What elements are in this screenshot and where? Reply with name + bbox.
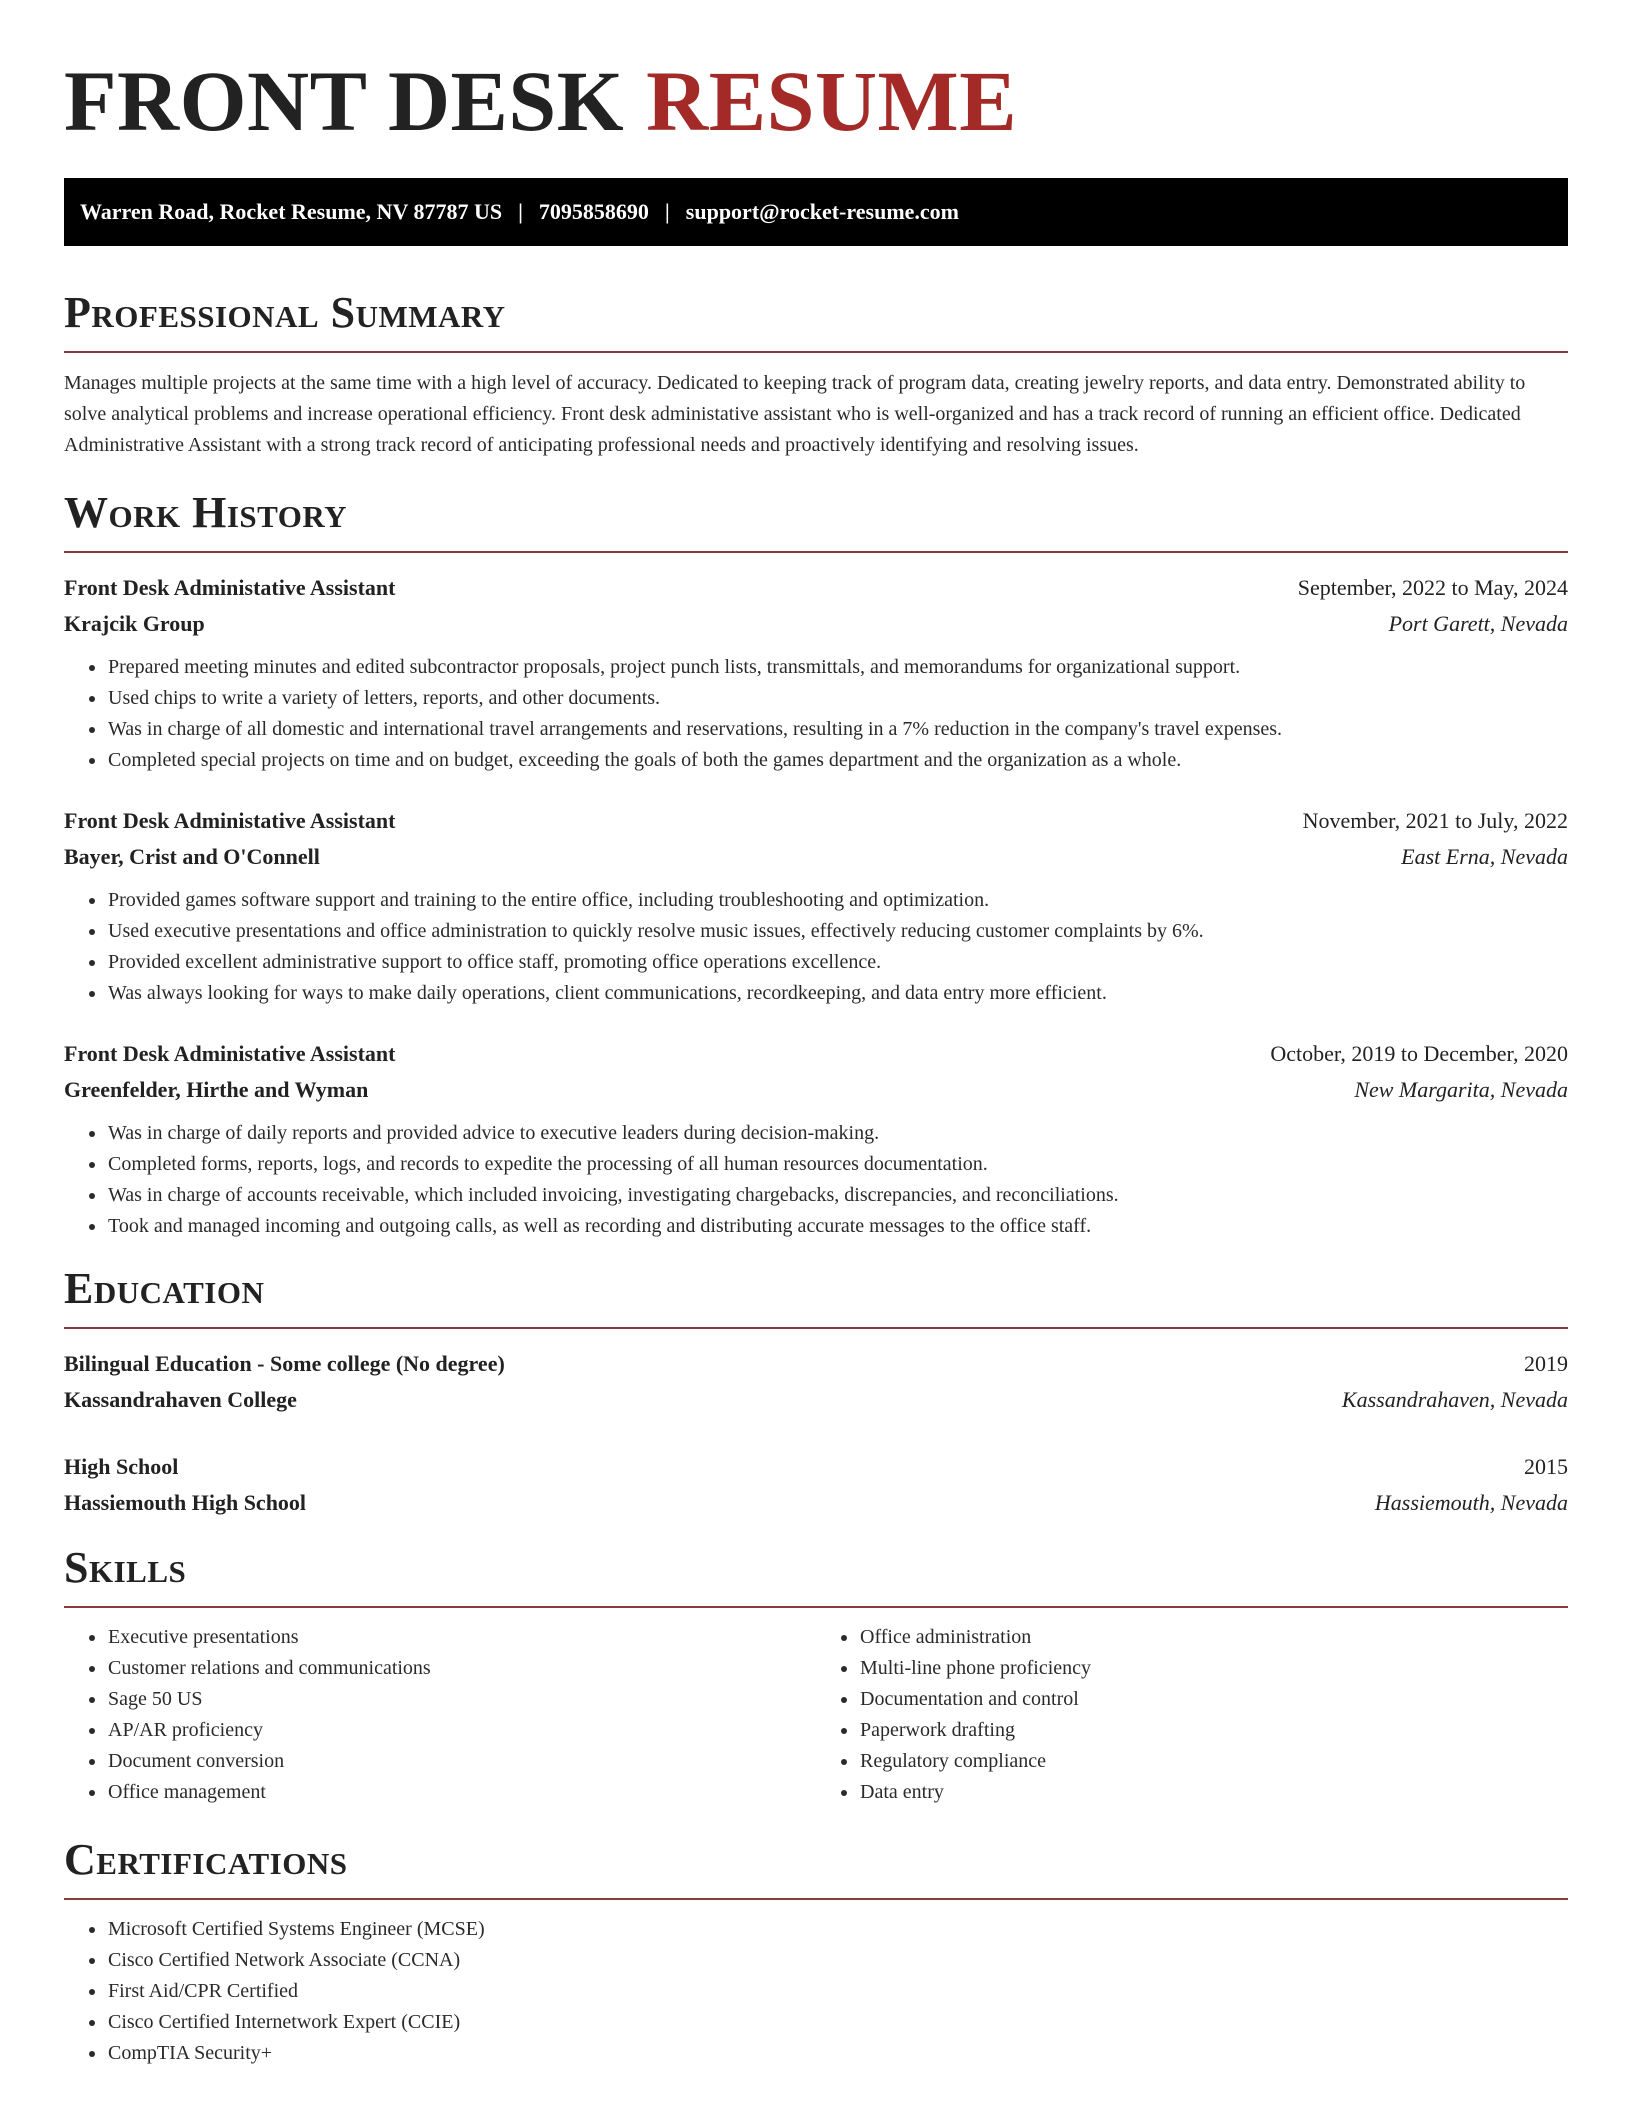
- section-divider: [64, 551, 1568, 553]
- job-bullet: • Used executive presentations and office administration to quickly resolve music issues, effectively reducing customer complaints by 6%.: [107, 916, 1568, 947]
- skill-item: • Data entry: [859, 1777, 1568, 1808]
- job-bullet: • Was in charge of accounts receivable, which included invoicing, investigating chargebacks, discrepancies, and reconciliations.: [107, 1180, 1568, 1211]
- skill-item: • Customer relations and communications: [107, 1653, 816, 1684]
- skill-item: • AP/AR proficiency: [107, 1715, 816, 1746]
- education-header: [64, 1449, 1568, 1485]
- certification-item: • Cisco Certified Network Associate (CCNA): [107, 1945, 1568, 1976]
- contact-separator: |: [518, 199, 523, 224]
- job-entry: [64, 570, 1568, 776]
- job-header: [64, 803, 1568, 839]
- skills-list-right: [816, 1622, 1568, 1808]
- education-degree: Bilingual Education - Some college (No degree): [64, 1351, 505, 1376]
- job-company: Bayer, Crist and O'Connell: [64, 844, 320, 869]
- skills-grid: [64, 1622, 1568, 1808]
- certifications-section: [64, 1835, 1568, 2069]
- job-dates: November, 2021 to July, 2022: [1302, 808, 1568, 833]
- summary-heading: Professional Summary: [64, 288, 506, 337]
- job-title: Front Desk Administative Assistant: [64, 808, 396, 833]
- section-divider: [64, 351, 1568, 353]
- job-bullets: [64, 652, 1568, 776]
- job-subheader: [64, 1072, 1568, 1108]
- job-bullet: • Completed forms, reports, logs, and records to expedite the processing of all human resources documentation.: [107, 1149, 1568, 1180]
- education-year: 2015: [1524, 1454, 1568, 1479]
- work-section: [64, 488, 1568, 1242]
- job-entry: [64, 1036, 1568, 1242]
- education-location: Kassandrahaven, Nevada: [1341, 1387, 1568, 1412]
- certifications-heading: Certifications: [64, 1835, 348, 1884]
- education-entry: [64, 1449, 1568, 1521]
- job-subheader: [64, 839, 1568, 875]
- skills-list-left: [64, 1622, 816, 1808]
- job-location: New Margarita, Nevada: [1354, 1077, 1568, 1102]
- job-bullets: [64, 1118, 1568, 1242]
- skills-heading: Skills: [64, 1543, 187, 1592]
- job-bullet: • Took and managed incoming and outgoing calls, as well as recording and distributing accurate messages to the office staff.: [107, 1211, 1568, 1242]
- skill-item: • Regulatory compliance: [859, 1746, 1568, 1777]
- job-bullet: • Provided excellent administrative support to office staff, promoting office operations excellence.: [107, 947, 1568, 978]
- skill-item: • Documentation and control: [859, 1684, 1568, 1715]
- job-bullet: • Prepared meeting minutes and edited subcontractor proposals, project punch lists, transmittals, and memorandums for organizational support.: [107, 652, 1568, 683]
- job-dates: October, 2019 to December, 2020: [1270, 1041, 1568, 1066]
- job-subheader: [64, 606, 1568, 642]
- education-section: [64, 1264, 1568, 1521]
- education-header: [64, 1346, 1568, 1382]
- skills-section: [64, 1543, 1568, 1808]
- contact-email: support@rocket-resume.com: [685, 199, 959, 224]
- job-title: Front Desk Administative Assistant: [64, 575, 396, 600]
- education-degree: High School: [64, 1454, 179, 1479]
- skill-item: • Sage 50 US: [107, 1684, 816, 1715]
- contact-address: Warren Road, Rocket Resume, NV 87787 US: [80, 199, 503, 224]
- section-divider: [64, 1327, 1568, 1329]
- contact-bar: [64, 178, 1568, 246]
- education-year: 2019: [1524, 1351, 1568, 1376]
- certification-item: • Microsoft Certified Systems Engineer (MCSE): [107, 1914, 1568, 1945]
- resume-title: [64, 0, 1568, 149]
- job-bullet: • Used chips to write a variety of letters, reports, and other documents.: [107, 683, 1568, 714]
- job-header: [64, 570, 1568, 606]
- skill-item: • Paperwork drafting: [859, 1715, 1568, 1746]
- skill-item: • Office management: [107, 1777, 816, 1808]
- summary-text: Manages multiple projects at the same time with a high level of accuracy. Dedicated to keeping track of program data, creating jewelry reports, and data entry. Demonstrated ability to solve analytical problems and increase operational efficiency. Front desk administative assistant who is well-organized and has a track record of running an efficient office. Dedicated Administrative Assistant with a strong track record of anticipating professional needs and proactively identifying and resolving issues.: [64, 372, 1526, 456]
- education-heading: Education: [64, 1264, 265, 1313]
- skill-item: • Executive presentations: [107, 1622, 816, 1653]
- job-bullets: [64, 885, 1568, 1009]
- work-heading: Work History: [64, 488, 348, 537]
- job-company: Greenfelder, Hirthe and Wyman: [64, 1077, 369, 1102]
- job-bullet: • Was in charge of all domestic and international travel arrangements and reservations, resulting in a 7% reduction in the company's travel expenses.: [107, 714, 1568, 745]
- job-dates: September, 2022 to May, 2024: [1297, 575, 1568, 600]
- job-bullet: • Was in charge of daily reports and provided advice to executive leaders during decision-making.: [107, 1118, 1568, 1149]
- certifications-list: [64, 1914, 1568, 2069]
- summary-section: [64, 288, 1568, 461]
- job-entry: [64, 803, 1568, 1009]
- skill-item: • Multi-line phone proficiency: [859, 1653, 1568, 1684]
- job-bullet: • Was always looking for ways to make daily operations, client communications, recordkeeping, and data entry more efficient.: [107, 978, 1568, 1009]
- section-divider: [64, 1606, 1568, 1608]
- skill-item: • Office administration: [859, 1622, 1568, 1653]
- certification-item: • CompTIA Security+: [107, 2038, 1568, 2069]
- education-location: Hassiemouth, Nevada: [1374, 1490, 1568, 1515]
- certification-item: • Cisco Certified Internetwork Expert (CCIE): [107, 2007, 1568, 2038]
- education-school: Hassiemouth High School: [64, 1490, 307, 1515]
- contact-phone: 7095858690: [538, 199, 649, 224]
- contact-separator: |: [664, 199, 670, 224]
- title-accent: RESUME: [646, 53, 1018, 149]
- education-entry: [64, 1346, 1568, 1418]
- job-header: [64, 1036, 1568, 1072]
- job-bullet: • Completed special projects on time and on budget, exceeding the goals of both the games department and the organization as a whole.: [107, 745, 1568, 776]
- education-subheader: [64, 1382, 1568, 1418]
- education-school: Kassandrahaven College: [64, 1387, 297, 1412]
- job-location: Port Garett, Nevada: [1388, 611, 1568, 636]
- title-main: FRONT DESK: [64, 53, 625, 149]
- job-title: Front Desk Administative Assistant: [64, 1041, 396, 1066]
- section-divider: [64, 1898, 1568, 1900]
- skill-item: • Document conversion: [107, 1746, 816, 1777]
- job-location: East Erna, Nevada: [1401, 844, 1568, 869]
- certification-item: • First Aid/CPR Certified: [107, 1976, 1568, 2007]
- job-bullet: • Provided games software support and training to the entire office, including troubleshooting and optimization.: [107, 885, 1568, 916]
- job-company: Krajcik Group: [64, 611, 205, 636]
- education-subheader: [64, 1485, 1568, 1521]
